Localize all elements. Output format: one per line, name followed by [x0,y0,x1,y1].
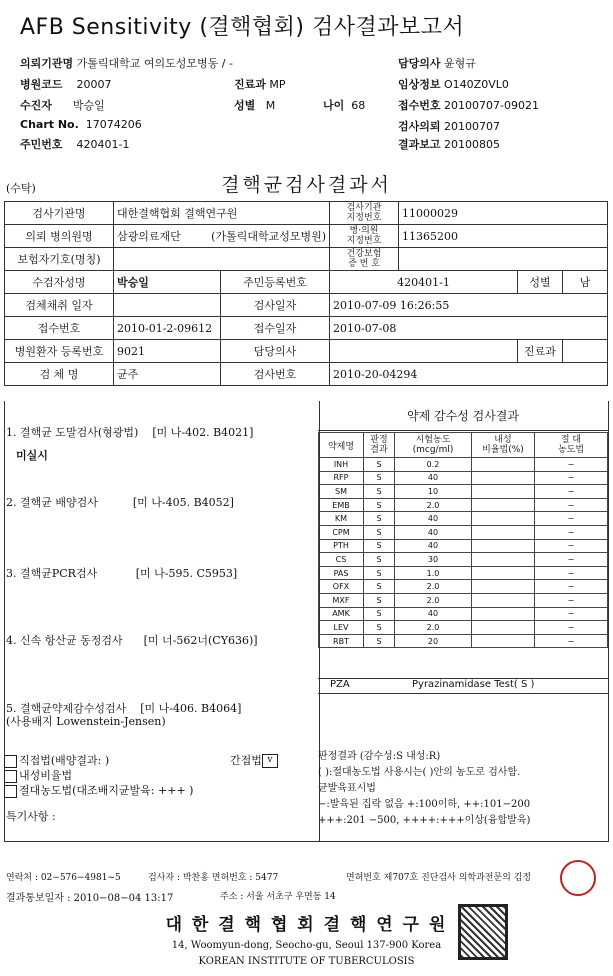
header-hospital-code: 병원코드 20007 [20,78,112,91]
drug-name: PAS [319,566,364,580]
value-institution: 대한결핵협회 결핵연구원 [114,202,330,225]
notes-label: 특기사항 : [6,810,56,823]
value-sex: 남 [563,271,608,294]
drug-proportion [472,580,535,594]
label-sex: 성별 [518,271,563,294]
drug-proportion [472,607,535,621]
section-1-result: 미실시 [16,449,48,462]
drug-row [319,539,608,553]
label-test-date: 검사일자 [221,294,330,317]
drug-result: S [364,512,395,526]
drug-row [319,458,608,472]
drug-concentration: 2.0 [395,498,472,512]
label-institution: 검사기관명 [5,202,114,225]
header-proportion: 내성 비율법(%) [472,433,535,458]
drug-absolute: − [535,593,608,607]
header-chart-no: Chart No. 17074206 [20,118,142,131]
drug-result: S [364,485,395,499]
label-collect-date: 검체채취 일자 [5,294,114,317]
drug-result: S [364,621,395,635]
drug-proportion [472,471,535,485]
drug-name: LEV [319,621,364,635]
drug-proportion [472,634,535,648]
label-requester: 의뢰 병의원명 [5,225,114,248]
document-title: AFB Sensitivity (결핵협회) 검사결과보고서 [20,15,465,40]
drug-name: PTH [319,539,364,553]
footer-org-address: 14, Woomyun-dong, Seocho-gu, Seoul 137-900 Korea [171,940,442,951]
drug-proportion [472,458,535,472]
drug-result: S [364,580,395,594]
value-requester: 삼광의료재단 (가톨릭대학교성모병원) [114,225,330,248]
drug-absolute: − [535,458,608,472]
label-doctor: 담당의사 [221,340,330,363]
value-receipt-date: 2010-07-08 [330,317,608,340]
label-insurance-cert: 건강보험 증 번 호 [330,248,399,271]
header-clinical-info: 임상정보 O140Z0VL0 [398,78,509,91]
section-5-medium: (사용배지 Lowenstein-Jensen) [6,715,166,728]
drug-absolute: − [535,607,608,621]
section-1: 1. 결핵균 도말검사(형광법) [미 나-402. B4021] [6,426,254,439]
drug-name: AMK [319,607,364,621]
drug-row [319,634,608,648]
legend-line-1: 판정결과 (감수성:S 내성:R) [318,751,441,762]
drug-absolute: − [535,539,608,553]
header-requester: 의뢰기관명 가톨릭대학교 여의도성모병동 / - [20,57,233,70]
absolute-checkbox[interactable] [4,785,17,798]
drug-absolute: − [535,485,608,499]
footer-examiner: 검사자 : 박찬홍 면허번호 : 5477 [148,873,279,883]
drug-row [319,566,608,580]
legend-line-5: +++:201 −500, ++++:+++이상(융합발육) [318,815,531,826]
header-request-date: 검사의뢰 20100707 [398,120,501,133]
drug-proportion [472,485,535,499]
drug-result: S [364,634,395,648]
footer-organization: 대 한 결 핵 협 회 결 핵 연 구 원 [165,915,448,935]
footer-contact: 연락처 : 02−576−4981~5 [6,873,121,883]
header-patient: 수진자 박승일 [20,99,105,112]
drug-concentration: 2.0 [395,621,472,635]
drug-name: EMB [319,498,364,512]
value-test-date: 2010-07-09 16:26:55 [330,294,608,317]
drug-row [319,498,608,512]
drug-absolute: − [535,498,608,512]
drug-proportion [472,621,535,635]
drug-result: S [364,458,395,472]
label-accession: 접수번호 [5,317,114,340]
label-designation: 검사기관 지정번호 [330,202,399,225]
value-insurance-cert [399,248,608,271]
drug-name: MXF [319,593,364,607]
info-table [4,201,608,386]
label-hospital-reg: 병원환자 등록번호 [5,340,114,363]
drug-row [319,607,608,621]
header-result: 판정 결과 [364,433,395,458]
label-test-no: 검사번호 [221,363,330,386]
drug-absolute: − [535,634,608,648]
drug-proportion [472,553,535,567]
drug-absolute: − [535,621,608,635]
drug-name: CS [319,553,364,567]
section-3: 3. 결핵균PCR검사 [미 나-595. C5953] [6,567,238,580]
drug-absolute: − [535,566,608,580]
drug-result: S [364,539,395,553]
proportion-checkbox[interactable] [4,770,17,783]
value-insured [114,248,330,271]
drug-absolute: − [535,525,608,539]
legend [318,749,530,829]
legend-line-4: −:발육된 집락 없음 +:100이하, ++:101−200 [318,799,531,810]
section-2: 2. 결핵균 배양검사 [미 나-405. B4052] [6,496,234,509]
drug-table [318,432,608,648]
drug-concentration: 40 [395,539,472,553]
drug-name: CPM [319,525,364,539]
direct-checkbox[interactable] [4,755,17,768]
drug-proportion [472,593,535,607]
footer-license: 면허번호 제707호 진단검사 의학과전문의 김정 [346,873,532,883]
header-concentration: 시험농도 (mcg/ml) [395,433,472,458]
label-receipt-date: 접수일자 [221,317,330,340]
section-5: 5. 결핵균약제감수성검사 [미 나-406. B4064] [6,702,242,715]
header-doctor: 담당의사 윤형규 [398,57,476,70]
drug-result: S [364,553,395,567]
drug-concentration: 1.0 [395,566,472,580]
drug-absolute: − [535,553,608,567]
label-rrn: 주민등록번호 [221,271,330,294]
footer-org-english: KOREAN INSTITUTE OF TUBERCULOSIS [198,956,415,967]
official-seal-icon [560,860,596,896]
value-dept [563,340,608,363]
header-department: 진료과 MP [234,78,286,91]
value-patient: 박승일 [114,271,221,294]
drug-proportion [472,512,535,526]
drug-proportion [472,498,535,512]
drug-absolute: − [535,512,608,526]
drug-concentration: 40 [395,525,472,539]
drug-result: S [364,525,395,539]
drug-result: S [364,566,395,580]
form-corner: (수탁) [6,182,36,195]
drug-result: S [364,607,395,621]
drug-proportion [472,525,535,539]
drug-row [319,621,608,635]
value-accession: 2010-01-2-09612 [114,317,221,340]
drug-absolute: − [535,471,608,485]
drug-concentration: 20 [395,634,472,648]
drug-absolute: − [535,580,608,594]
drug-concentration: 2.0 [395,580,472,594]
value-test-no: 2010-20-04294 [330,363,608,386]
drug-table-title: 약제 감수성 검사결과 [318,405,608,431]
method-absolute: 절대농도법(대조배지균발육: +++ ) [4,782,193,798]
drug-row [319,593,608,607]
value-rrn: 420401-1 [330,271,518,294]
value-designation: 11000029 [399,202,608,225]
pza-row: PZA Pyrazinamidase Test( S ) [318,678,608,694]
drug-concentration: 10 [395,485,472,499]
method-indirect: 간접법 v [230,752,280,768]
drug-concentration: 40 [395,471,472,485]
drug-proportion [472,539,535,553]
drug-concentration: 2.0 [395,593,472,607]
drug-name: RBT [319,634,364,648]
drug-result: S [364,593,395,607]
drug-row [319,553,608,567]
header-age: 나이 68 [323,99,366,112]
value-collect-date [114,294,221,317]
header-rrn: 주민번호 420401-1 [20,138,130,151]
drug-row [319,525,608,539]
institute-stamp-icon [458,904,508,960]
drug-row [319,580,608,594]
value-doctor [330,340,518,363]
header-absolute: 절 대 농도법 [535,433,608,458]
header-drug: 약제명 [319,433,364,458]
drug-result: S [364,498,395,512]
method-proportion: 내성비율법 [4,767,72,783]
label-patient: 수검자성명 [5,271,114,294]
drug-name: SM [319,485,364,499]
drug-concentration: 40 [395,512,472,526]
label-insured: 보험자기호(명칭) [5,248,114,271]
header-sex: 성별 M [234,99,276,112]
drug-row [319,485,608,499]
footer-address: 주소 : 서울 서초구 우면동 14 [220,892,336,902]
form-title: 결핵균검사결과서 [221,174,392,196]
drug-proportion [472,566,535,580]
legend-line-3: 균발육표시법 [318,783,376,794]
indirect-checkbox[interactable]: v [262,754,278,768]
drug-result: S [364,471,395,485]
drug-name: OFX [319,580,364,594]
drug-concentration: 40 [395,607,472,621]
drug-row [319,512,608,526]
drug-name: INH [319,458,364,472]
header-accession: 접수번호 20100707-09021 [398,99,539,112]
value-hospital-reg: 9021 [114,340,221,363]
drug-concentration: 0.2 [395,458,472,472]
section-4: 4. 신속 항산균 동정검사 [미 너-562너(CY636)] [6,634,258,647]
label-dept: 진료과 [518,340,563,363]
method-direct: 직접법(배양결과: ) [4,752,109,768]
drug-row [319,471,608,485]
value-clinic-no: 11365200 [399,225,608,248]
label-specimen: 검 체 명 [5,363,114,386]
drug-name: RFP [319,471,364,485]
drug-name: KM [319,512,364,526]
legend-line-2: ( ):절대농도법 사용시는( )안의 농도로 검사함. [318,767,521,778]
footer-report-date: 결과통보일자 : 2010−08−04 13:17 [6,893,174,904]
drug-concentration: 30 [395,553,472,567]
header-report-date: 결과보고 20100805 [398,138,501,151]
value-specimen: 균주 [114,363,221,386]
label-clinic-no: 병·의원 지정번호 [330,225,399,248]
